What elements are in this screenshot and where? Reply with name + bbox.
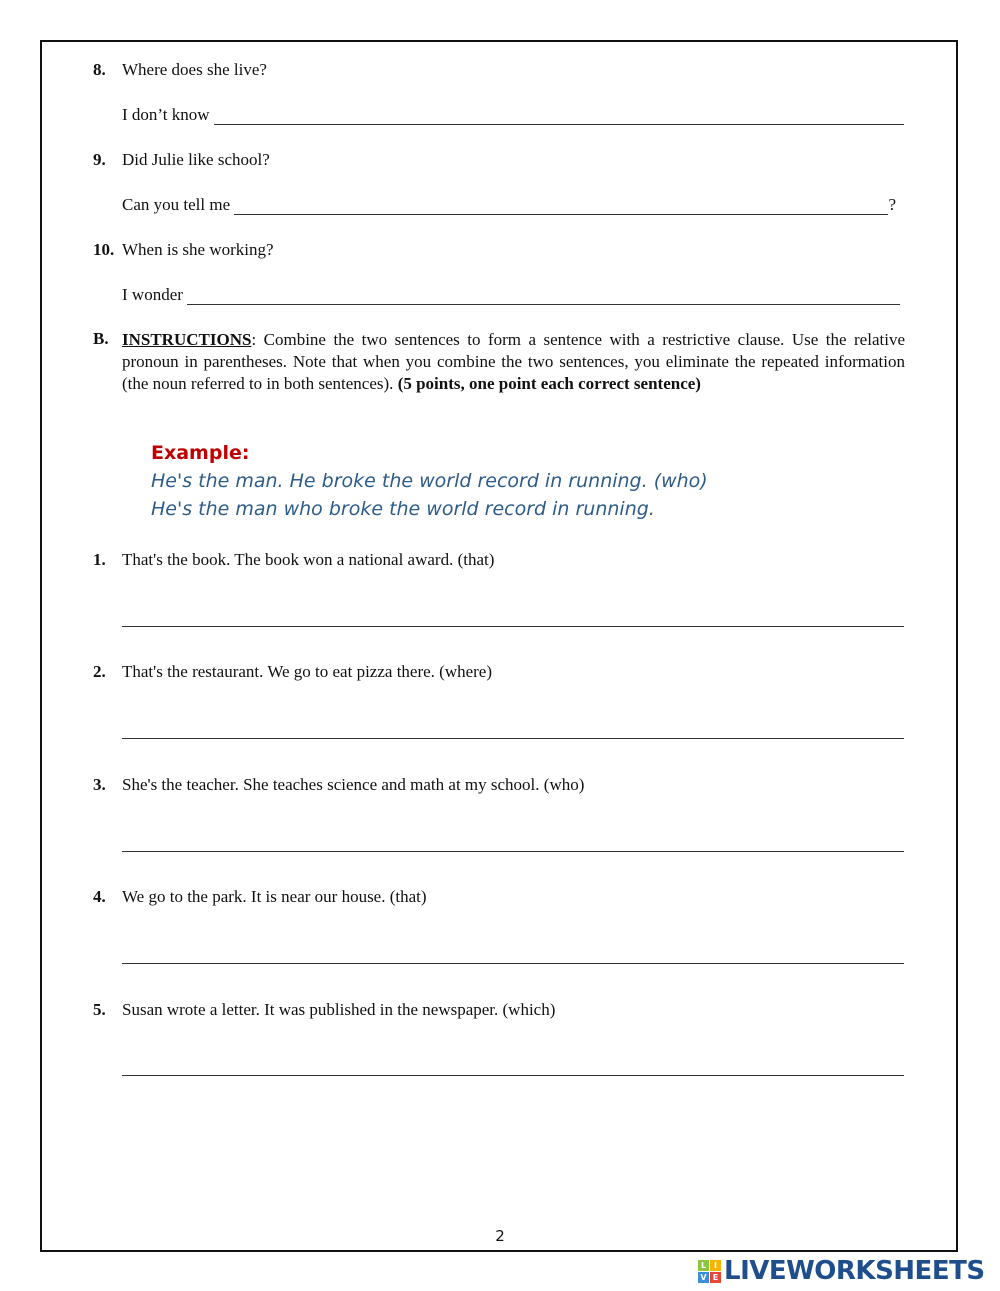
sentence-pair: That's the restaurant. We go to eat pizza there. (where) bbox=[122, 662, 493, 681]
answer-line-input[interactable] bbox=[187, 290, 900, 305]
item-number: 8. bbox=[93, 60, 106, 79]
item-number: 1. bbox=[93, 550, 106, 569]
answer-line-input[interactable] bbox=[122, 738, 904, 739]
instructions bbox=[122, 329, 905, 395]
logo-text: LIVEWORKSHEETS bbox=[724, 1256, 985, 1286]
section-letter: B. bbox=[93, 329, 109, 348]
answer-row bbox=[122, 105, 904, 125]
item-number: 4. bbox=[93, 887, 106, 906]
sentence-pair: We go to the park. It is near our house. (that) bbox=[122, 887, 427, 906]
answer-stem: I wonder bbox=[122, 285, 183, 304]
item-number: 10. bbox=[93, 240, 115, 259]
example-sentence: He's the man. He broke the world record in running. (who) bbox=[151, 470, 708, 492]
item-number: 5. bbox=[93, 1000, 106, 1019]
example-answer: He's the man who broke the world record in running. bbox=[151, 498, 655, 520]
example-label: Example: bbox=[151, 442, 250, 464]
logo-mark-icon bbox=[698, 1260, 721, 1283]
instructions-heading: INSTRUCTIONS bbox=[122, 330, 252, 349]
answer-stem: Can you tell me bbox=[122, 195, 231, 214]
question: Where does she live? bbox=[122, 60, 267, 79]
answer-row bbox=[122, 285, 900, 305]
logo-mark-letter: E bbox=[710, 1272, 721, 1283]
answer-line-input[interactable] bbox=[214, 110, 904, 125]
item-number: 3. bbox=[93, 775, 106, 794]
item-number: 2. bbox=[93, 662, 106, 681]
answer-line-input[interactable] bbox=[122, 1075, 904, 1076]
answer-line-input[interactable] bbox=[234, 200, 888, 215]
page-border bbox=[40, 40, 958, 1252]
logo-mark-letter: L bbox=[698, 1260, 709, 1271]
answer-row bbox=[122, 195, 896, 215]
answer-line-input[interactable] bbox=[122, 851, 904, 852]
answer-line-input[interactable] bbox=[122, 626, 904, 627]
page-number: 2 bbox=[495, 1227, 505, 1245]
sentence-pair: Susan wrote a letter. It was published in the newspaper. (which) bbox=[122, 1000, 556, 1019]
answer-line-input[interactable] bbox=[122, 963, 904, 964]
logo-mark-letter: V bbox=[698, 1272, 709, 1283]
sentence-pair: That's the book. The book won a national award. (that) bbox=[122, 550, 495, 569]
liveworksheets-logo bbox=[698, 1256, 985, 1286]
sentence-pair: She's the teacher. She teaches science and math at my school. (who) bbox=[122, 775, 585, 794]
question: When is she working? bbox=[122, 240, 274, 259]
points-note: (5 points, one point each correct sentence) bbox=[397, 374, 701, 393]
item-number: 9. bbox=[93, 150, 106, 169]
question: Did Julie like school? bbox=[122, 150, 270, 169]
instructions-text: : Combine the two sentences to form a sentence with a restrictive clause. Use the relative pronoun in parentheses. Note that when you combine the two sentences, you eliminate the repeated information (the noun referred to in both sentences). bbox=[122, 330, 905, 393]
answer-end: ? bbox=[888, 195, 896, 214]
answer-stem: I don’t know bbox=[122, 105, 210, 124]
logo-mark-letter: I bbox=[710, 1260, 721, 1271]
